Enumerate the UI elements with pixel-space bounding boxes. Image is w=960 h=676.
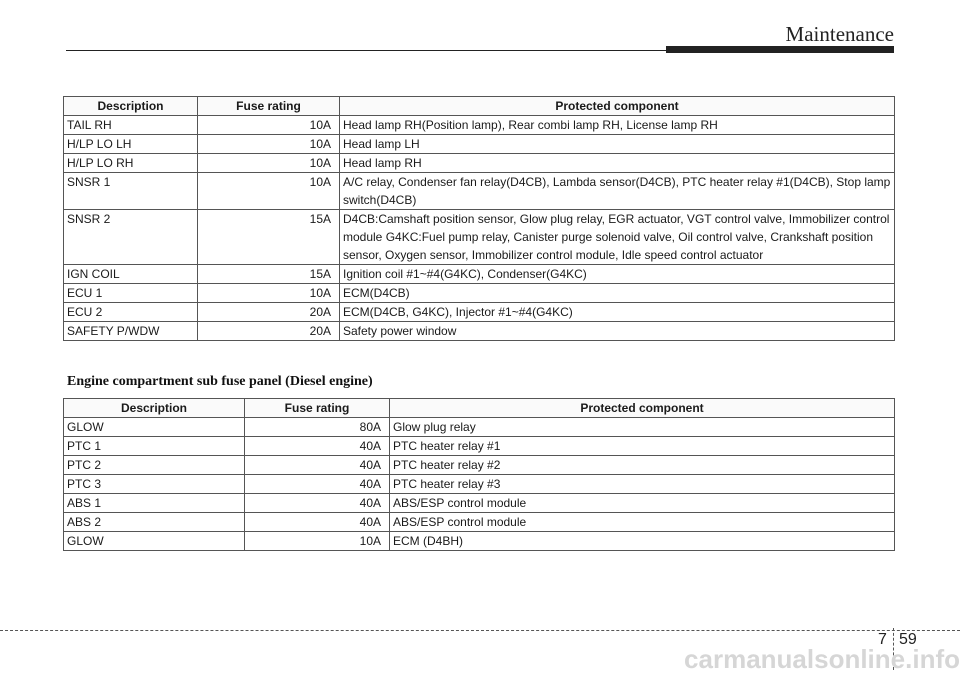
protected-component: PTC heater relay #2	[390, 456, 895, 475]
fuse-description: SNSR 1	[64, 173, 198, 210]
table-row	[64, 322, 895, 341]
table-row	[64, 284, 895, 303]
watermark: carmanualsonline.info	[684, 644, 960, 674]
fuse-rating: 40A	[245, 513, 390, 532]
header-description: Description	[64, 399, 245, 418]
fuse-description: GLOW	[64, 532, 245, 551]
table-row	[64, 116, 895, 135]
fuse-rating: 10A	[245, 532, 390, 551]
table-row	[64, 135, 895, 154]
table-row	[64, 513, 895, 532]
header-protected-component: Protected component	[390, 399, 895, 418]
protected-component: ABS/ESP control module	[390, 513, 895, 532]
fuse-rating: 20A	[198, 322, 340, 341]
fuse-description: ECU 1	[64, 284, 198, 303]
fuse-rating: 10A	[198, 173, 340, 210]
table-row	[64, 154, 895, 173]
header-rule-bar	[666, 46, 894, 53]
fuse-description: ECU 2	[64, 303, 198, 322]
section-title: Maintenance	[785, 22, 894, 46]
table-row	[64, 437, 895, 456]
fuse-rating: 15A	[198, 265, 340, 284]
protected-component: Glow plug relay	[390, 418, 895, 437]
footer-rule	[0, 630, 960, 631]
table-row	[64, 475, 895, 494]
fuse-description: TAIL RH	[64, 116, 198, 135]
fuse-rating: 10A	[198, 154, 340, 173]
header-rule	[66, 50, 666, 51]
header-description: Description	[64, 97, 198, 116]
fuse-rating: 10A	[198, 116, 340, 135]
fuse-description: PTC 1	[64, 437, 245, 456]
fuse-rating: 20A	[198, 303, 340, 322]
table-row	[64, 210, 895, 265]
fuse-description: H/LP LO LH	[64, 135, 198, 154]
table-header-row	[64, 97, 895, 116]
fuse-description: GLOW	[64, 418, 245, 437]
protected-component: A/C relay, Condenser fan relay(D4CB), Lambda sensor(D4CB), PTC heater relay #1(D4CB), Stop lamp switch(D4CB)	[340, 173, 895, 210]
protected-component: Ignition coil #1~#4(G4KC), Condenser(G4KC)	[340, 265, 895, 284]
fuse-description: IGN COIL	[64, 265, 198, 284]
sub-fuse-panel-heading: Engine compartment sub fuse panel (Diesel engine)	[67, 374, 373, 389]
fuse-description: PTC 2	[64, 456, 245, 475]
fuse-rating: 80A	[245, 418, 390, 437]
fuse-rating: 40A	[245, 456, 390, 475]
page-number: 59	[899, 631, 917, 648]
fuse-description: ABS 2	[64, 513, 245, 532]
fuse-rating: 10A	[198, 284, 340, 303]
protected-component: Safety power window	[340, 322, 895, 341]
fuse-description: SAFETY P/WDW	[64, 322, 198, 341]
protected-component: ECM(D4CB, G4KC), Injector #1~#4(G4KC)	[340, 303, 895, 322]
fuse-description: SNSR 2	[64, 210, 198, 265]
fuse-table-sub-panel	[63, 398, 895, 551]
header-protected-component: Protected component	[340, 97, 895, 116]
protected-component: ABS/ESP control module	[390, 494, 895, 513]
fuse-rating: 40A	[245, 494, 390, 513]
header-fuse-rating: Fuse rating	[245, 399, 390, 418]
table-row	[64, 418, 895, 437]
fuse-rating: 10A	[198, 135, 340, 154]
protected-component: ECM (D4BH)	[390, 532, 895, 551]
table-row	[64, 265, 895, 284]
protected-component: Head lamp LH	[340, 135, 895, 154]
fuse-table-main	[63, 96, 895, 341]
fuse-description: ABS 1	[64, 494, 245, 513]
table-row	[64, 494, 895, 513]
table-row	[64, 456, 895, 475]
protected-component: PTC heater relay #1	[390, 437, 895, 456]
protected-component: D4CB:Camshaft position sensor, Glow plug relay, EGR actuator, VGT control valve, Immobilizer control module G4KC:Fuel pump relay, Canister purge solenoid valve, Oil control valve, Crankshaft position sensor, Oxygen sensor, Immobilizer control module, Idle speed control actuator	[340, 210, 895, 265]
table-row	[64, 532, 895, 551]
protected-component: PTC heater relay #3	[390, 475, 895, 494]
fuse-description: H/LP LO RH	[64, 154, 198, 173]
table-row	[64, 173, 895, 210]
table-header-row	[64, 399, 895, 418]
protected-component: ECM(D4CB)	[340, 284, 895, 303]
protected-component: Head lamp RH(Position lamp), Rear combi lamp RH, License lamp RH	[340, 116, 895, 135]
fuse-rating: 15A	[198, 210, 340, 265]
header-fuse-rating: Fuse rating	[198, 97, 340, 116]
fuse-description: PTC 3	[64, 475, 245, 494]
fuse-rating: 40A	[245, 437, 390, 456]
table-row	[64, 303, 895, 322]
protected-component: Head lamp RH	[340, 154, 895, 173]
chapter-number: 7	[878, 631, 887, 648]
fuse-rating: 40A	[245, 475, 390, 494]
